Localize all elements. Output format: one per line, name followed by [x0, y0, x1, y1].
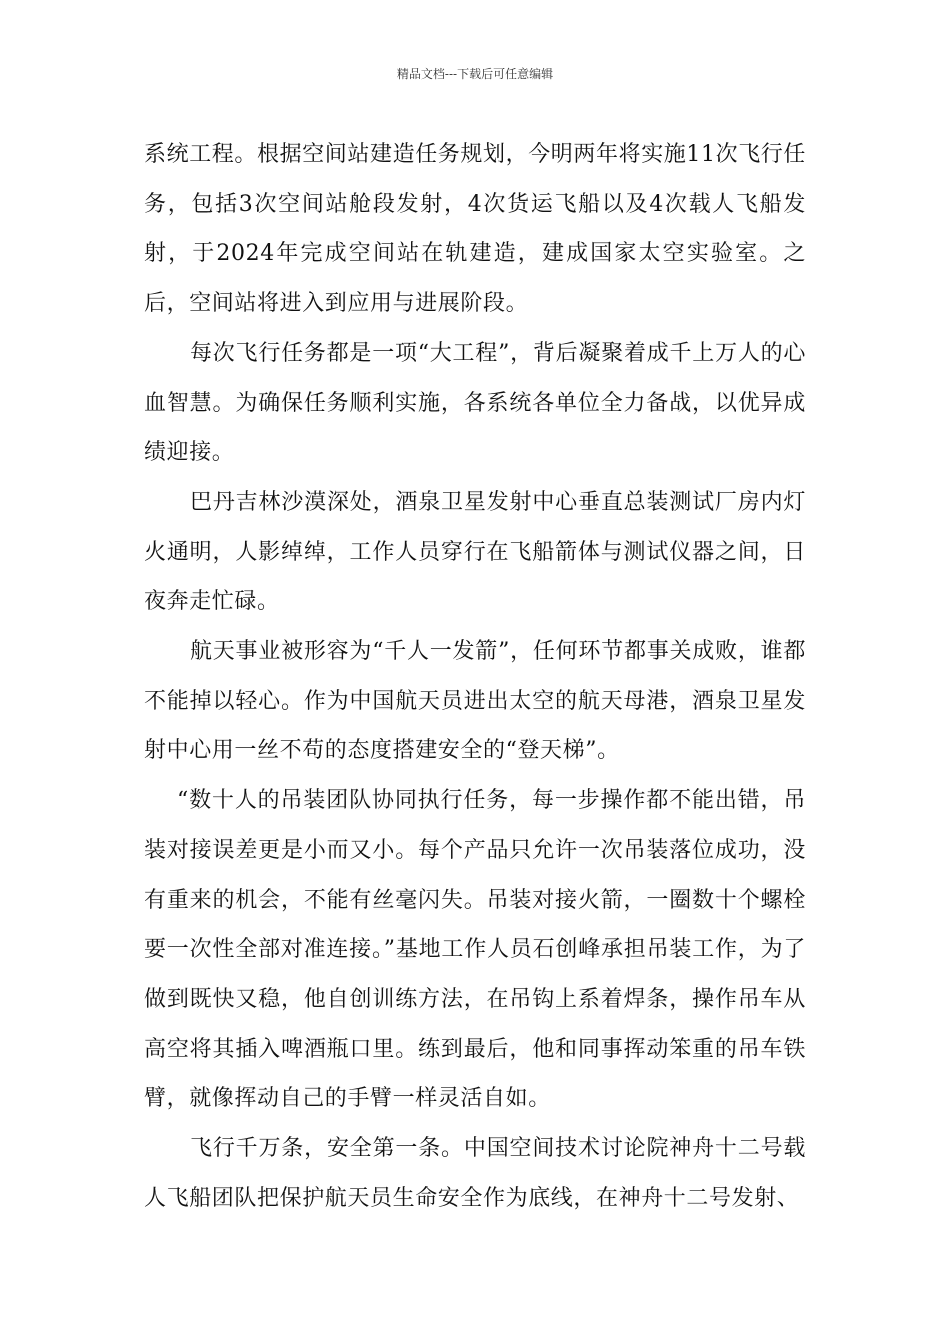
- paragraph-3: 巴丹吉林沙漠深处，酒泉卫星发射中心垂直总装测试厂房内灯火通明，人影绰绰，工作人员穿行在飞船箭体与测试仪器之间，日夜奔走忙碌。: [144, 489, 806, 615]
- paragraph-6: 飞行千万条，安全第一条。中国空间技术讨论院神舟十二号载人飞船团队把保护航天员生命安全作为底线，在神舟十二号发射、: [144, 1136, 806, 1211]
- paragraph-5: “数十人的吊装团队协同执行任务，每一步操作都不能出错，吊装对接误差更是小而又小。每个产品只允许一次吊装落位成功，没有重来的机会，不能有丝毫闪失。吊装对接火箭，一圈数十个螺栓要一次性全部对准连接。”基地工作人员石创峰承担吊装工作，为了做到既快又稳，他自创训练方法，在吊钩上系着焊条，操作吊车从高空将其插入啤酒瓶口里。练到最后，他和同事挥动笨重的吊车铁臂，就像挥动自己的手臂一样灵活自如。: [144, 788, 806, 1112]
- page-header: 精品文档---下载后可任意编辑: [396, 67, 554, 81]
- document-body: [144, 130, 806, 1223]
- paragraph-1: 系统工程。根据空间站建造任务规划，今明两年将实施11次飞行任务，包括3次空间站舱段发射，4次货运飞船以及4次载人飞船发射，于2024年完成空间站在轨建造，建成国家太空实验室。之后，空间站将进入到应用与进展阶段。: [144, 142, 806, 317]
- paragraph-2: 每次飞行任务都是一项“大工程”，背后凝聚着成千上万人的心血智慧。为确保任务顺利实施，各系统各单位全力备战，以优异成绩迎接。: [144, 340, 806, 466]
- paragraph-4: 航天事业被形容为“千人一发箭”，任何环节都事关成败，谁都不能掉以轻心。作为中国航天员进出太空的航天母港，酒泉卫星发射中心用一丝不苟的态度搭建安全的“登天梯”。: [144, 639, 806, 764]
